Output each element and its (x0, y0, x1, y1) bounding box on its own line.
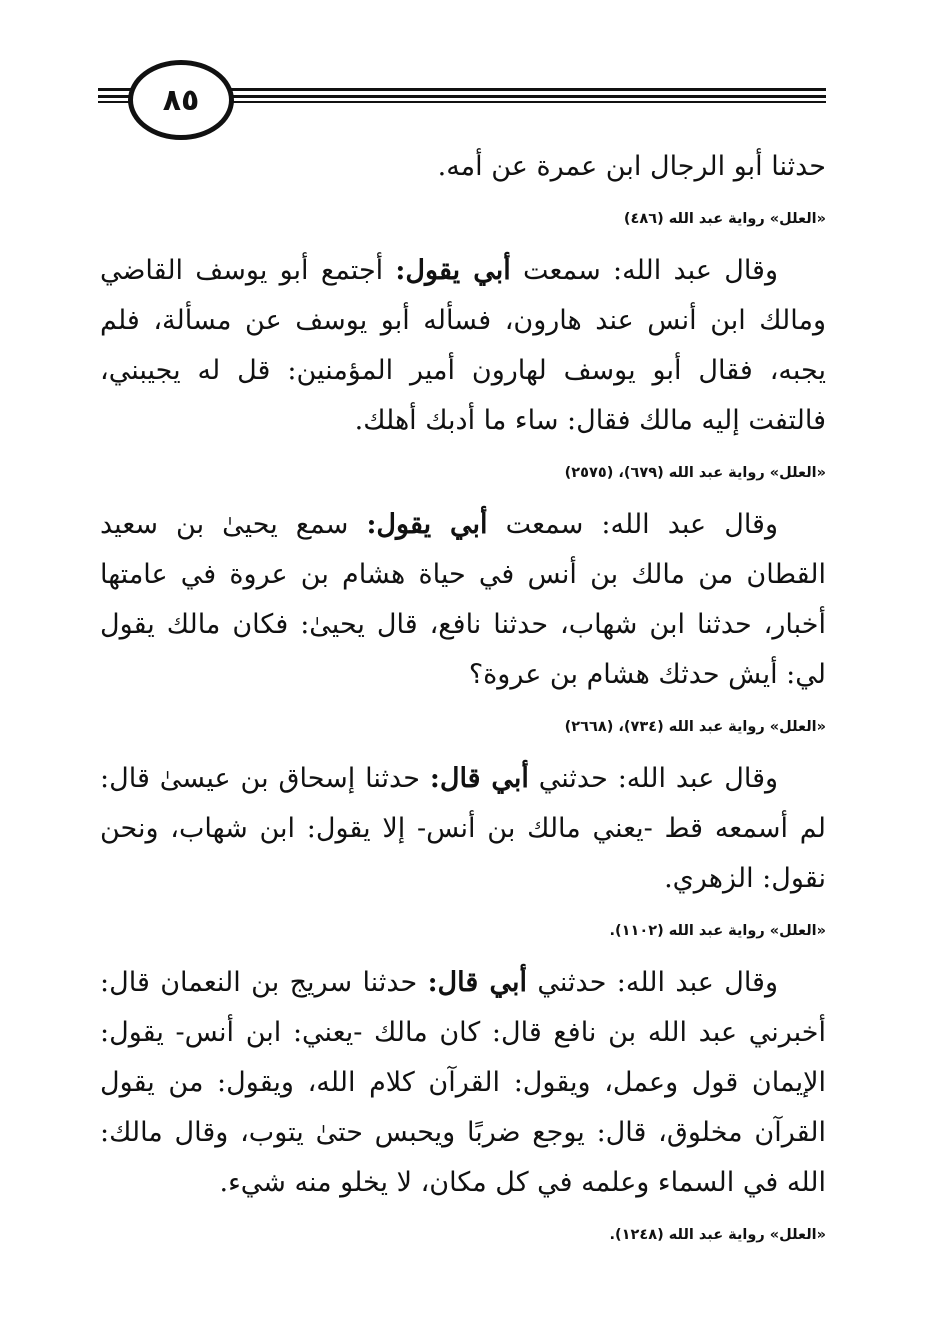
source-citation: «العلل» رواية عبد الله (٦٧٩)، (٢٥٧٥) (564, 465, 826, 481)
page-header (98, 60, 826, 136)
narration-paragraph (100, 500, 826, 700)
emphasized-phrase: أبي قال: (427, 967, 528, 998)
narration-paragraph (100, 246, 826, 446)
source-citation: «العلل» رواية عبد الله (١٢٤٨). (609, 1227, 826, 1243)
paragraph-text: وقال عبد الله: سمعت (510, 255, 778, 286)
source-citation: «العلل» رواية عبد الله (١١٠٢). (609, 923, 826, 939)
paragraph-text: وقال عبد الله: حدثني (528, 763, 779, 794)
paragraph-text: حدثنا أبو الرجال ابن عمرة عن أمه. (437, 151, 826, 182)
emphasized-phrase: أبي يقول: (366, 509, 488, 540)
narration-paragraph (100, 958, 826, 1208)
emphasized-phrase: أبي قال: (429, 763, 529, 794)
source-citation: «العلل» رواية عبد الله (٧٣٤)، (٢٦٦٨) (564, 719, 826, 735)
paragraph-text: أجتمع أبو يوسف القاضي ومالك ابن أنس عند هارون، فسأله أبو يوسف عن مسألة، فلم يجبه، فقال أبو يوسف لهارون أمير المؤمنين: قل له يجيبني، فالتفت إليه مالك فقال: ساء ما أدبك أهلك. (100, 255, 826, 436)
page-number: ٨٥ (162, 82, 200, 118)
paragraph-text: سمع يحيىٰ بن سعيد القطان من مالك بن أنس في حياة هشام بن عروة في عامتها أخبار، حدثنا ابن شهاب، حدثنا نافع، قال يحيىٰ: فكان مالك يقول لي: أيش حدثك هشام بن عروة؟ (100, 509, 826, 690)
paragraph-text: حدثنا سريج بن النعمان قال: أخبرني عبد الله بن نافع قال: كان مالك -يعني: ابن أنس- يقول: الإيمان قول وعمل، ويقول: القرآن كلام الله، ويقول: من يقول القرآن مخلوق، قال: يوجع ضربًا ويحبس حتىٰ يتوب، وقال مالك: الله في السماء وعلمه في كل مكان، لا يخلو منه شيء. (100, 967, 826, 1198)
source-citation: «العلل» رواية عبد الله (٤٨٦) (623, 211, 826, 227)
emphasized-phrase: أبي يقول: (395, 255, 511, 286)
page-number-badge (128, 60, 234, 140)
paragraph-text: وقال عبد الله: حدثني (527, 967, 779, 998)
paragraph-text: وقال عبد الله: سمعت (487, 509, 778, 540)
page-body (100, 142, 826, 1262)
narration-paragraph (100, 142, 826, 192)
paragraph-text: حدثنا إسحاق بن عيسىٰ قال: لم أسمعه قط -يعني مالك بن أنس- إلا يقول: ابن شهاب، ونحن نقول: الزهري. (100, 763, 826, 894)
narration-paragraph (100, 754, 826, 904)
